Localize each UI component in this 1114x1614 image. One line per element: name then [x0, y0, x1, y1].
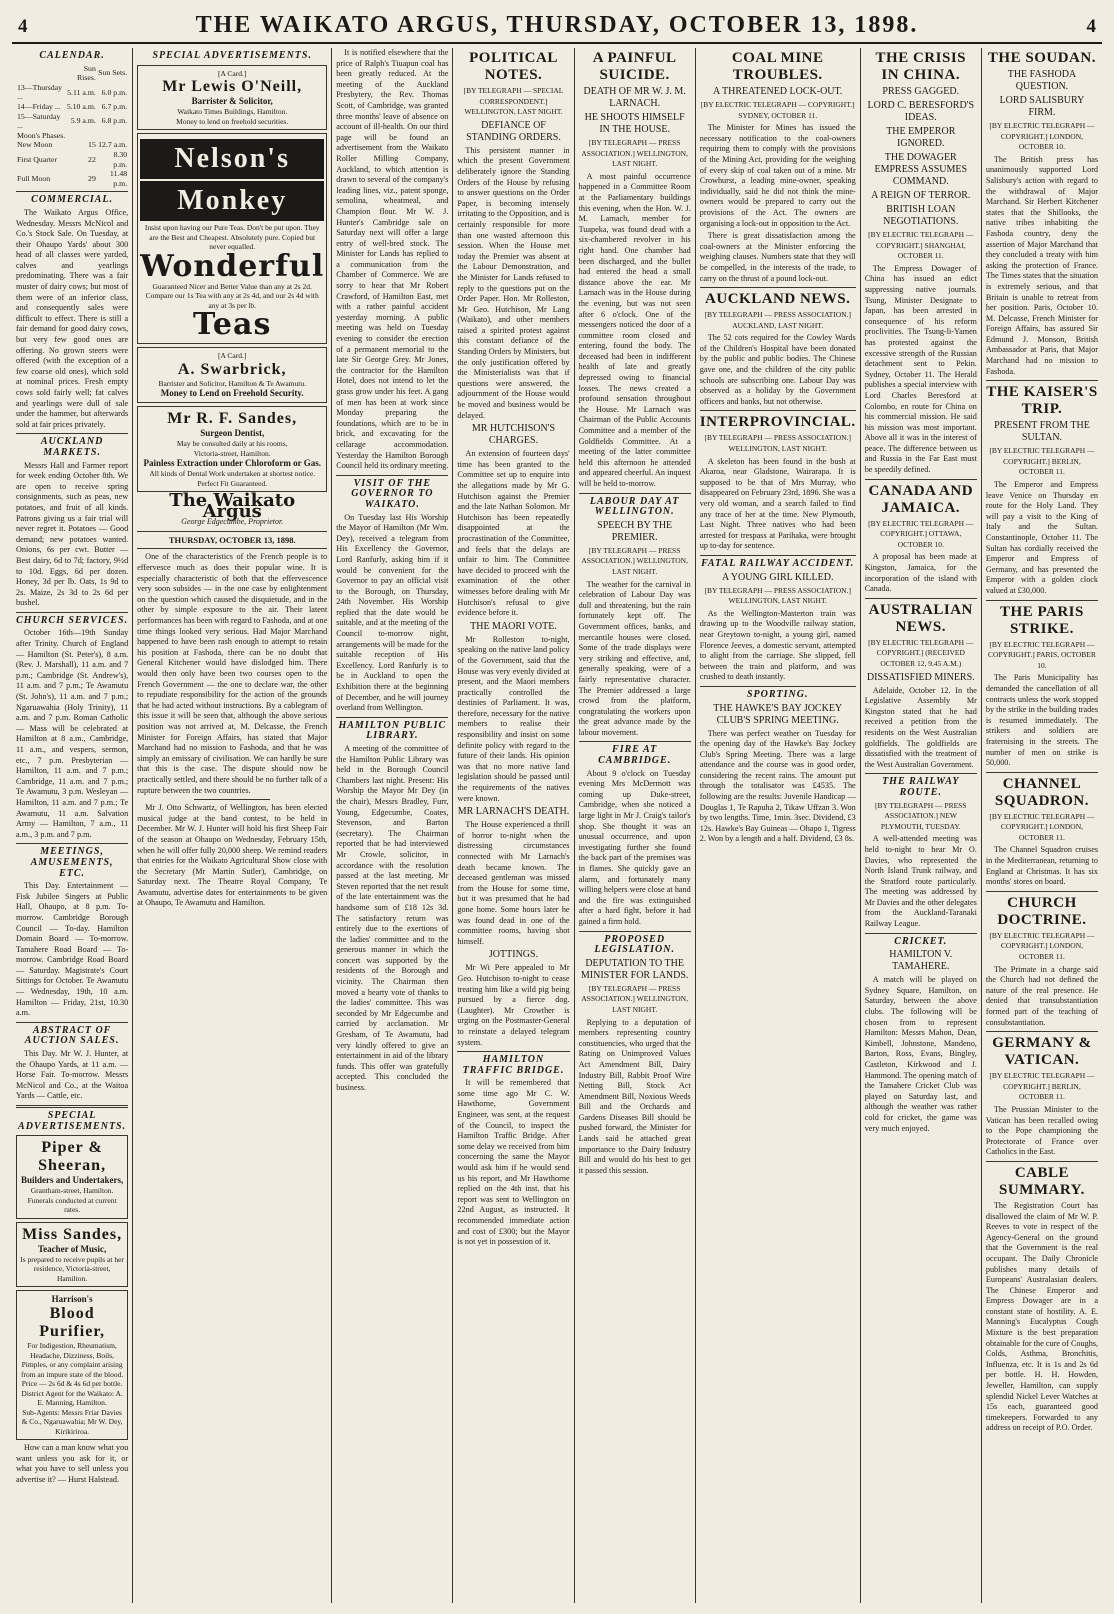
interprovincial-text: A skeleton has been found in the bush at Akaroa, near Gladstone, Wairarapa. It is supposed to be that of Mrs Murray, who disappeared on February 23rd, 1896. She was a very old woman, and a search failed to find any trace of her at the time. New Plymouth, Last Night. Three natives who had been arrested for trespass at Parihaka, were brought up to-day for sentence.	[699, 456, 856, 551]
special-ads-heading: SPECIAL ADVERTISEMENTS.	[152, 50, 312, 61]
moon-phase: First Quarter	[17, 154, 58, 164]
divider	[194, 799, 270, 800]
proposed-legislation-heading: PROPOSED LEGISLATION.	[594, 933, 675, 956]
library-text: A meeting of the committee of the Hamilton Public Library was held in the Borough Council Chambers last night. Present: His Worship the Mayor Mr Dey (in the chair), Messrs Bradley, Furr, Young, Edgecumbe, Coates, Stevenson, and Barton (secretary). The Chairman reported that he had interviewed Mr Crowle, solicitor, in accordance with the resolution passed at the last meeting. Mr Steven reported that the net result of the late entertainment was the handsome sum of £18 12s 3d. The satisfactory return was entirely due to the exertions of the ladies' committee and to the generous manner in which the concert was supported by the residents of the Borough and vicinity. The Chairman then moved a hearty vote of thanks to the ladies' committee. This was seconded by Mr Edgecumbe and carried by acclamation. Mr Gresham, of Te Awamutu, had very kindly offered to give an entertainment in aid of the library funds. This offer was gratefully accepted. This concluded the business.	[336, 744, 449, 1092]
card-label: [A Card.]	[218, 68, 247, 78]
suicide-subheading-2: HE SHOOTS HIMSELF IN THE HOUSE.	[584, 112, 685, 135]
calendar-sunset: 6.0 p.m.	[101, 87, 128, 97]
divider	[986, 1031, 1098, 1032]
australian-news-subheading: DISSATISFIED MINERS.	[866, 671, 975, 683]
issue-date: THURSDAY, OCTOBER 13, 1898.	[168, 534, 296, 545]
railway-accident-heading: FATAL RAILWAY ACCIDENT.	[701, 557, 855, 569]
divider	[700, 555, 856, 556]
divider	[986, 891, 1098, 892]
moon-phase: New Moon	[17, 140, 53, 150]
channel-squadron-dateline: [BY ELECTRIC TELEGRAPH — COPYRIGHT.] LONDON, OCTOBER 11.	[989, 811, 1095, 842]
column-4	[453, 48, 574, 1603]
political-text: This persistent manner in which the present Government deliberately ignore the Standing Orders of the House by refusing to answer questions on the Order Paper, is becoming intensely irritating to the Opposition, and is certainly responsible for more than one wasted afternoon this session. When the House met today the Premier was absent at the Labour Demonstration, and the Minister for Lands refused to reply to the questions put on the Order Paper. Hon. Mr Rolleston, Mr Geo. Hutchison, Mr Lang (Waikato), and other members raised a spirited protest against this constant defiance of the Standing Orders by Ministers, but the only justification offered by the Ministerialists was that if questions were answered, the adjournment of the House would be moved and business would be delayed.	[457, 145, 570, 420]
column-1	[12, 48, 133, 1603]
railway-accident-subheading: A YOUNG GIRL KILLED.	[721, 571, 834, 583]
moon-heading: Moon's Phases.	[17, 130, 66, 140]
ad-sandes-text: Is prepared to receive pupils at her residence, Victoria-street, Hamilton.	[20, 1254, 124, 1283]
china-crisis-sub-1: PRESS GAGGED.	[882, 86, 960, 97]
soudan-heading: THE SOUDAN.	[987, 50, 1096, 66]
political-notes-heading: POLITICAL NOTES.	[469, 50, 558, 83]
traffic-bridge-text: It will be remembered that some time ago Mr C. W. Hawthorne, Government Engineer, was sent, at the request of the Council, to inspect the Hamilton Traffic Bridge. After some delay we received from him concerning the same the Mayor would ask him if he would send us his report, and Mr Hawthorne replied on the 4th inst. that his report was sent to Wellington on 22nd August, as instructed. It recommended immediate action and cost of £300; but the Mayor is not yet in possession of it.	[457, 1078, 570, 1247]
australian-news-heading: AUSTRALIAN NEWS.	[868, 601, 973, 635]
meetings-heading: MEETINGS, AMUSEMENTS, ETC.	[30, 846, 114, 879]
china-crisis-heading: THE CRISIS IN CHINA.	[875, 50, 966, 83]
page-number-left: 4	[18, 16, 28, 37]
commercial-heading: COMMERCIAL.	[31, 194, 114, 206]
jottings-heading: JOTTINGS.	[488, 949, 539, 961]
jottings-text: Mr Wi Pere appealed to Mr Geo. Hutchison to-night to cease treating him like a wild pig being pursued by a fierce dog. (Laughter). Mr Crowther is urging on the Postmaster-General to reinstate a delayed telegram system.	[457, 963, 570, 1047]
china-crisis-sub-2: LORD C. BERESFORD'S IDEAS.	[867, 100, 975, 123]
railway-route-heading: THE RAILWAY ROUTE.	[882, 776, 960, 798]
coal-mine-heading: COAL MINE TROUBLES.	[731, 50, 824, 83]
ad-rfsandes-consult: May be consulted daily at his rooms,	[176, 439, 288, 449]
soudan-dateline: [BY ELECTRIC TELEGRAPH — COPYRIGHT.] LONDON, OCTOBER 10.	[989, 121, 1095, 152]
ad-piper-sheeran	[16, 1135, 128, 1219]
divider	[579, 493, 691, 494]
divider	[16, 1105, 128, 1108]
local-notes: Mr J. Otto Schwartz, of Wellington, has been elected musical judge at the band contest, to be held in December. Mr W. J. Hunter will hold his first Sheep Fair of the season at Ohaupo on Wednesday, February 15th, when he will offer fully 20,000 sheep. We remind readers that entries for the Waikato Agricultural Show close with the Secretary (Mr Martin Sutler), Cambridge, on Saturday next. The Theatre Royal Company, Te Awamutu, advertise dates for entertainments to be given at Ohaupo, Te Awamutu and Hamilton.	[137, 803, 328, 908]
labour-day-text: The weather for the carnival in celebration of Labour Day was dull and threatening, but the rain fortunately kept off. The Government offices, banks, and mercantile houses were closed. Some of the trade displays were very striking and effective, and, generally speaking, were of a fairly representative character. The Premier addressed a large crowd from the platform, congratulating the workers upon the great advance made by the labour movement.	[578, 579, 691, 737]
card-label: [A Card.]	[218, 351, 247, 361]
moon-row	[16, 140, 128, 150]
labour-day-heading: LABOUR DAY AT WELLINGTON.	[589, 495, 680, 518]
divider	[16, 433, 128, 434]
local-notices: It is notified elsewhere that the price of Ralph's Tiuapun coal has been greatly reduced. At the meeting of the Auckland Presbytery, the Rev. Thomas Scott, of Cambridge, was granted three months' leave of absence on account of ill-health. On our third page will be found an advertisement from the Waikato Roller Milling Company, Auckland, to which attention is drawn to several of the company's leading lines, viz., patent sponge, semolina, wheatmeal, and Champion flour. Mr W. J. Hunter's Cambridge sale on Saturday next will offer a large entry of well-bred stock. The Minister for Lands has replied to a communication from the Chamber of Commerce. We are sorry to hear that Mr Robert Crawford, of Hamilton East, met with a rather painful accident yesterday morning. A public meeting was held on Tuesday evening to consider the erection of a permanent memorial to the late Sir George Grey. Mr Jones, the contractor for the Hamilton Hotel, does not intend to let the grass grow under his feet. A gang of men has been at work since Monday preparing the foundations, which are to be in brick, and excavating for the cellarage accommodation. Yesterday the Hamilton Borough Council held its ordinary meeting.	[336, 48, 449, 471]
proposed-legislation-text: Replying to a deputation of members representing country constituencies, who urged that the Rating on Unimproved Values Act Amendment Bill, Dairy Industry Bill, Rabbit Proof Wire Netting Bill, Stock Act Amendment Bill, Noxious Weeds Bill and the Orchards and Gardens Diseases Bill should be pushed forward, the Minister for Lands said he attached great importance to the Dairy Industry Bill and would do his best to get it passed this session.	[578, 1017, 691, 1175]
political-subheading: DEFIANCE OF STANDING ORDERS.	[466, 119, 561, 143]
governor-visit-heading: VISIT OF THE GOVERNOR TO WAIKATO.	[351, 477, 434, 510]
divider	[986, 1161, 1098, 1162]
ad-harrison-for: For Indigestion, Rheumatism, Headache, Dizziness, Boils, Pimples, or any complaint arising from an impure state of the blood.	[20, 1341, 124, 1379]
china-crisis-sub-5: A REIGN OF TERROR.	[871, 190, 971, 201]
cable-summary-heading: CABLE SUMMARY.	[999, 1164, 1085, 1198]
coal-mine-text-2: There is great dissatisfaction among the coal-owners at the Minister enforcing the weighing clauses. Numbers state that they will be compelled, in the interests of the trade, to carry on the thrust of a pound lock-out.	[699, 231, 856, 283]
ad-rfsandes-address: Victoria-street, Hamilton.	[193, 448, 271, 458]
canada-jamaica-text: A proposal has been made at Kingston, Jamaica, for the incorporation of the island with Canada.	[864, 552, 977, 594]
cricket-heading: CRICKET.	[894, 935, 948, 947]
ad-piper-note: Funerals conducted at current rates.	[27, 1195, 117, 1215]
calendar-row	[16, 102, 128, 112]
column-8	[982, 48, 1102, 1603]
masthead	[12, 8, 1102, 44]
divider	[865, 598, 977, 599]
australian-news-text: Adelaide, October 12. In the Legislative Assembly Mr Kingston stated that he had received a petition from the residents on the West Australian goldfields. The goldfields are dissatisfied with the treatment of the West Australian Government.	[864, 685, 977, 769]
suicide-heading: A PAINFUL SUICIDE.	[592, 50, 677, 83]
church-doctrine-heading: CHURCH DOCTRINE.	[997, 894, 1087, 928]
larnach-death-text: The House experienced a thrill of horror to-night when the distressing circumstances connected with Mr Larnach's death became known. The deceased gentleman was missed from the House for some time, but it was presumed that he had gone home. Some hours later he was found dead in one of the committee rooms, having shot himself.	[457, 820, 570, 946]
hutchison-heading: MR HUTCHISON'S CHARGES.	[471, 423, 556, 447]
larnach-death-heading: MR LARNACH'S DEATH.	[457, 806, 570, 818]
divider	[865, 479, 977, 480]
ad-harrison-agent: District Agent for the Waikato: A. E. Manning, Hamilton.	[21, 1388, 123, 1408]
abstract-auction-text: This Day. Mr W. J. Hunter, at the Ohaupo Yards, at 11 a.m. — Horse Fair. To-morrow. Messrs McNicol and Co., at the Waitoa Yards — Cattle, etc.	[16, 1049, 129, 1101]
divider	[336, 475, 448, 476]
suicide-dateline: [BY TELEGRAPH — PRESS ASSOCIATION.] WELLINGTON, LAST NIGHT.	[581, 138, 688, 169]
interprovincial-dateline: [BY TELEGRAPH — PRESS ASSOCIATION.] WELLINGTON, LAST NIGHT.	[704, 433, 851, 454]
ad-harrison-price: Price — 2s 6d & 4s 6d per bottle.	[21, 1379, 123, 1389]
suicide-subheading: DEATH OF MR W. J. M. LARNACH.	[583, 86, 686, 109]
divider	[137, 548, 327, 549]
political-dateline: [BY TELEGRAPH — SPECIAL CORRESPONDENT.] WELLINGTON, LAST NIGHT.	[463, 86, 564, 117]
coal-mine-text: The Minister for Mines has issued the necessary notification to the coal-owners requiring them to comply with the provisions of the Mining Act, providing for the weighing of every skip of coal taken out of a mine. Mr Crowhurst, a leading mine-owner, speaking individually, said he did not think the mine-owners would be prepared to carry out the provisions of the Act. The owners are organising a lock-out in opposition to the Act.	[699, 123, 856, 228]
ad-oneill-note: Money to lend on freehold securities.	[176, 116, 289, 126]
calendar-sunrise: 5.10 a.m.	[66, 101, 96, 111]
moon-day: 15	[88, 140, 96, 150]
divider	[986, 600, 1098, 601]
calendar-col-head: Sun Rises.	[76, 63, 96, 83]
calendar-sunrise: 5.11 a.m.	[67, 87, 96, 97]
ad-rfsandes-fit: Perfect Fit Guaranteed.	[197, 478, 268, 488]
columns	[12, 48, 1102, 1603]
auckland-news-dateline: [BY TELEGRAPH — PRESS ASSOCIATION.] AUCKLAND, LAST NIGHT.	[704, 310, 851, 330]
channel-squadron-heading: CHANNEL SQUADRON.	[994, 775, 1089, 809]
divider	[16, 612, 128, 613]
ad-rfsandes-work: All kinds of Dental Work undertaken at shortest notice.	[149, 469, 316, 479]
column-5	[575, 48, 696, 1603]
moon-phase: Full Moon	[17, 173, 51, 183]
auckland-news-text: The 52 cots required for the Cowley Wards of the Children's Hospital have been donated by the public and public bodies. The Chinese gave one, and the children of the city public schools are subscribing one. Labour Day was observed as a holiday by the Government officers and banks, but not otherwise.	[699, 333, 856, 406]
divider	[700, 287, 856, 288]
coal-mine-subheading: A THREATENED LOCK-OUT.	[713, 86, 843, 97]
ad-harrison-product: Blood Purifier,	[39, 1305, 105, 1341]
ad-nelsons-insist: Insist upon having our Pure Teas. Don't be put upon. They are the Best and Cheapest. Absolutely pure. Copied but never equalled.	[144, 223, 320, 252]
soudan-sub-1: THE FASHODA QUESTION.	[1007, 69, 1077, 92]
maori-vote-heading: THE MAORI VOTE.	[470, 620, 557, 632]
germany-vatican-dateline: [BY ELECTRIC TELEGRAPH — COPYRIGHT.] BERLIN, OCTOBER 11.	[989, 1071, 1095, 1102]
china-crisis-text: The Empress Dowager of China has issued an edict suppressing native journals. Tsung, Minister Designate to Japan, has been arrested in consequence of his reform proclivities. The Tsung-li-Yamen has protested against the excessive strength of the Russian detachment sent to Pekin. Sydney, October 11. The Herald publishes a special interview with Lord Charles Beresford at Colombo, en route for China on his commercial mission. He said his mission was most important. Above all it was in the interest of peace. The difference between us and Russia in the Far East must be speedily defined.	[864, 263, 977, 475]
column-6	[696, 48, 861, 1603]
traffic-bridge-heading: HAMILTON TRAFFIC BRIDGE.	[462, 1054, 565, 1076]
canada-jamaica-dateline: [BY ELECTRIC TELEGRAPH — COPYRIGHT.] OTTAWA, OCTOBER 10.	[868, 518, 974, 549]
sporting-subheading: THE HAWKE'S BAY JOCKEY CLUB'S SPRING MEETING.	[713, 702, 843, 726]
moon-row	[16, 150, 128, 169]
page-number-right: 4	[1086, 16, 1096, 37]
church-doctrine-text: The Primate in a charge said the Church had not defined the nature of the real presence. He denied that transubstantiation formed part of the teaching of consubstantiation.	[985, 964, 1099, 1027]
ad-harrison-subagents: Sub-Agents: Messrs Friar Davies & Co., Ngaruawahia; Mr W. Dey, Kirikiriroa.	[21, 1407, 123, 1436]
moon-time: 8.30 p.m.	[113, 149, 128, 169]
auckland-news-heading: AUCKLAND NEWS.	[705, 291, 851, 308]
paris-strike-dateline: [BY ELECTRIC TELEGRAPH — COPYRIGHT.] PARIS, OCTOBER 10.	[988, 639, 1096, 670]
sporting-text: There was perfect weather on Tuesday for the opening day of the Hawke's Bay Jockey Club's Spring Meeting. There was a large attendance and the course was in good order, considering the recent rains. The amount put through the totalisator was £4535. The following are the results: Juvenile Handicap — Douglas 1, Te Rapuha 2, Tikaw Uffzan 3. Won by two lengths. Time, 1min. 3sec. Dividend, £3 12s. Hawke's Bay Guineas — Ohapo 1, Tigress 2. Won by a length and a half. Dividend, £3 8s.	[699, 728, 856, 844]
calendar-day: 13—Thursday ...	[17, 82, 63, 102]
suicide-text: A most painful occurrence happened in a Committee Room at the Parliamentary buildings this evening, when the Hon. W. J. M. Larnach, member for Tuapeka, was found dead with a six-chambered revolver in his right hand. One chamber had been discharged, and the bullet had entered the head a small distance above the ear. Mr Larnach was in the House during the evening, but was not seen after 6 o'clock. One of the messengers noticed the door of a committee room closed and entering, found the body. The deceased had been in indifferent health of late and greatly depressed owing to financial losses. The news created a profound sensation throughout the House. Mr Larnach was Chairman of the Public Accounts Committee and a member of the Goldfields Committee. At a meeting of the latter committee held this afternoon he attended and appeared cheerful. An inquest will be held to-morrow.	[578, 171, 691, 488]
divider	[865, 773, 977, 774]
column-3	[332, 48, 453, 1603]
ad-piper-name: Piper & Sheeran,	[38, 1139, 107, 1175]
calendar-row	[16, 83, 128, 102]
fire-text: About 9 o'clock on Tuesday evening Mrs McDermott was coming up Duke-street, Cambridge, when she noticed a large light in Mr J. Craig's tailor's shop. She thought it was an unusual occurrence, and upon investigating further she found the back part of the premises was in flames. She quickly gave an alarm, and fortunately many willing helpers were close at hand and the fire was extinguished after a hard fight, before it had gained a firm hold.	[578, 768, 691, 926]
ad-oneill-name: Mr Lewis O'Neill,	[162, 78, 303, 96]
canada-jamaica-heading: CANADA AND JAMAICA.	[868, 482, 974, 516]
labour-day-dateline: [BY TELEGRAPH — PRESS ASSOCIATION.] WELLINGTON, LAST NIGHT.	[581, 545, 688, 576]
divider	[986, 772, 1098, 773]
labour-day-subheading: SPEECH BY THE PREMIER.	[597, 519, 673, 543]
ad-oneill-address: Waikato Times Buildings, Hamilton.	[177, 107, 288, 117]
paris-strike-heading: THE PARIS STRIKE.	[1000, 603, 1084, 637]
china-crisis-sub-6: BRITISH LOAN NEGOTIATIONS.	[883, 204, 959, 227]
china-crisis-sub-3: THE EMPEROR IGNORED.	[886, 126, 956, 149]
divider	[16, 843, 128, 844]
special-ads-heading: SPECIAL ADVERTISEMENTS.	[18, 1110, 127, 1132]
moon-time: 12.7 a.m.	[98, 140, 128, 150]
kaiser-heading: THE KAISER'S TRIP.	[986, 384, 1098, 418]
proprietor-line: George Edgecumbe, Proprietor.	[181, 517, 284, 527]
calendar-day: 15—Saturday ...	[17, 111, 61, 131]
ad-piper-trade: Builders and Undertakers,	[20, 1175, 124, 1186]
proposed-legislation-subheading: DEPUTATION TO THE MINISTER FOR LANDS.	[580, 957, 689, 981]
kaiser-text: The Emperor and Empress leave Venice on Thursday en route for the Holy Land. They will pay a visit to the King of Italy and the Sultan. Constantinople, October 11. The Sultan has cordially received the Emperor and Empress of Germany, and has presented the Emperor with a golden clock valued at £30,000.	[985, 480, 1099, 595]
coal-mine-dateline: [BY ELECTRIC TELEGRAPH — COPYRIGHT.] SYDNEY, OCTOBER 11.	[700, 100, 855, 120]
divider	[336, 717, 448, 718]
calendar-sunset: 6.7 p.m.	[101, 101, 128, 111]
ad-miss-sandes	[16, 1222, 128, 1288]
ad-swarbrick-title: Barrister and Solicitor, Hamilton & Te Awamutu.	[158, 378, 306, 388]
calendar-heading: CALENDAR.	[39, 50, 105, 61]
cable-summary-text: The Registration Court has disallowed the claim of Mr W. P. Reeves to vote in respect of the Agency-General on the ground that the Government is the real occupant. The Daily Chronicle publishes many details of Europeans' Australasian dealers. The Chinese Emperor and Empress Dowager are in a constant state of hostility. A. E. Manning's Eucalyptus Cough Mixture is the best preparation obtainable for the cure of Coughs, Colds, Asthma, Bronchitis, Influenza, etc. It is 1s and 2s 6d per bottle. H. H. Howden, Jeweller, Hamilton, can supply splendid Nickel Lever Watches at 15s each, guaranteed good timekeepers. Forwarded to any address on receipt of P.O. Order.	[985, 1200, 1099, 1433]
ad-nelsons-line1: Nelson's	[140, 139, 324, 179]
ad-rf-sandes	[137, 406, 327, 492]
leader-article: One of the characteristics of the French people is to effervesce much as does their popular wine. It is especially characteristic of both that the effervescence very soon subsides — in the one case by enlightenment on the question which caused the disquietude, and in the other by simple exposure to the air. Their latent performances has been with regard to Fashoda, and at one time things looked very serious. Had Major Marchand happened to have been rash enough to attempt to retain his position at Fashoda, there can be no doubt that General Kitchener would have dislodged him. There would then only have been two courses open to the French Government — the one to declare war, the other to repudiate responsibility for the action of the grounds that he had acted without instructions. By a cablegram of this issue it will be seen that, although the above serious position was not arrived at, M. Delcasse, the French Minister for Foreign Affairs, has stated that Major Marchand had no mission to Fashoda, and that he was simply an emissary of civilisation. We can hardly be sure that this is the case. The dispute should now be practically settled, and there should be no further talk of a rupture between the two countries.	[137, 552, 328, 795]
maori-vote-text: Mr Rolleston to-night, speaking on the native land policy of the Government, said that the House was very evenly divided at present, and the Maori members practically controlled the destinies of Parliament. It was, therefore, necessary for the native members to realise their responsibility and insist on some definite policy with regard to the future of their lands. His opinion was that no more native land legislation should be passed until the requirements of the natives were known.	[457, 634, 570, 803]
auckland-markets-heading: AUCKLAND MARKETS.	[40, 436, 104, 458]
germany-vatican-text: The Prussian Minister to the Vatican has been recalled owing to the Pope championing the Protectorate of France over Catholics in the East.	[985, 1104, 1099, 1157]
china-crisis-dateline: [BY ELECTRIC TELEGRAPH — COPYRIGHT.] SHANGHAI, OCTOBER 11.	[868, 230, 974, 261]
divider	[457, 1051, 569, 1052]
fire-heading: FIRE AT CAMBRIDGE.	[598, 744, 672, 767]
paris-strike-text: The Paris Municipality has demanded the cancellation of all contracts unless the work stopped by the strike in the building trades is resumed immediately. The strikers and soldiers are fraternising in the streets. The number of men on strike is 50,000.	[985, 673, 1099, 768]
ad-swarbrick-name: A. Swarbrick,	[177, 360, 287, 378]
ad-nelsons-teas	[137, 133, 327, 344]
ad-swarbrick-note: Money to Lend on Freehold Security.	[160, 388, 304, 399]
calendar-sunset: 6.8 p.m.	[101, 116, 128, 126]
germany-vatican-heading: GERMANY & VATICAN.	[992, 1035, 1092, 1069]
ad-harrison-title: Harrison's	[51, 1294, 93, 1305]
ad-nelsons-line2: Monkey	[140, 181, 324, 221]
china-crisis-sub-4: THE DOWAGER EMPRESS ASSUMES COMMAND.	[874, 152, 968, 187]
railway-accident-text: As the Wellington-Masterton train was drawing up to the Woodville railway station, near Greytown to-night, a young girl, named Florence Jeeves, a domestic servant, attempted to alight from the carriage. She slipped, fell between the train and platform, and was crushed to death instantly.	[699, 608, 856, 682]
ad-nelsons-teas: Teas	[193, 307, 272, 343]
ad-rfsandes-title: Surgeon Dentist,	[200, 428, 265, 439]
ad-rfsandes-name: Mr R. F. Sandes,	[167, 410, 298, 428]
proposed-legislation-dateline: [BY TELEGRAPH — PRESS ASSOCIATION.] WELLINGTON, LAST NIGHT.	[581, 983, 688, 1014]
auckland-markets-text: Messrs Hall and Farmer report for week ending October 8th. We are open to receive spring consignments, such as peas, new potatoes, and fruit of all kinds. Patrons giving us a fair trial will never regret it. Potatoes — Good demand; new potatoes wanted. Onions, 6s per cwt. Butter — Best dairy, 6d to 7d; factory, 9½d to 10d. Eggs, 6d per dozen. Honey, 3d per lb. Oats, 1s 9d to 2s. Maize, 2s 3d to 2s 6d per bushel.	[16, 460, 129, 608]
cricket-text: A match will be played on Sydney Square, Hamilton, on Saturday, between the above clubs. The following will be chosen from to represent Hamilton: Messrs Mahon, Dean, Kimbell, Johnstone, Mandeno, Barton, Ross, Evans, Bingley, Castleton, Kirkwood and J. Hammond. The opening match of the Tamahere Cricket Club was played on Saturday last, and although the weather was rather cold for cricket, the game was very much enjoyed.	[864, 975, 977, 1133]
meetings-text: This Day. Entertainment — Fisk Jubilee Singers at Public Hall, Ohaupo, at 8 p.m. To-morrow. Cambridge Borough Council — To-day. Hamilton Domain Board — To-morrow. Tamahere Road Board — To-morrow. Cambridge Road Board — Saturday. Magistrate's Court Sittings for October. Te Awamutu — Wednesday, 19th, 10 a.m. Hamilton — Friday, 21st, 10.30 a.m.	[16, 881, 129, 1018]
channel-squadron-text: The Channel Squadron cruises in the Mediterranean, returning to England at Christmas. It has six months' stores on board.	[985, 845, 1099, 887]
library-heading: HAMILTON PUBLIC LIBRARY.	[338, 719, 447, 742]
commercial-text: The Waikato Argus Office, Wednesday. Messrs McNicol and Co.'s Stock Sale. On Tuesday, at their Ohaupo Yards' about 300 head of all classes were yarded, calves and yearlings predominating. There was a fair muster of dairy cows; but most of them were of an inferior class, and consequently sales were difficult to effect. There is still a fair demand for good dairy cows, but very few good ones are offering. No grown steers were offered (with the exception of a few coarse old ones), which sold at nominal prices. Fresh empty cows sold fairly well; fat calves and yearlings were dull of sale under the hammer, but afterwards sold at fair prices privately.	[16, 207, 129, 429]
church-services-text: October 16th—19th Sunday after Trinity. Church of England — Hamilton (St. Peter's), 8 a.m. (Rev. J. Marshall), 11 a.m. and 7 p.m.; Cambridge (St. Andrew's), 11 a.m. and 7 p.m.; Te Awamutu (St. John's), 11 a.m. and 7 p.m.; Ngaruawahia (Holy Trinity), 11 a.m. and 7 p.m. Roman Catholic — Mass will be celebrated at Hamilton at 8 a.m., Cambridge, 11 a.m., and vespers, sermon, etc., 7 p.m. Presbyterian — Hamilton, 11 a.m. and 7 p.m.; Cambridge, 11 a.m. and 7 p.m.; Te Awamutu, 3 p.m. Wesleyan — Hamilton, 11 a.m. and 7 p.m.; Te Awamutu, 11 a.m. Salvation Army — Hamilton, 7 a.m., 11 a.m., 3 p.m. and 7 p.m.	[16, 628, 129, 839]
calendar-sunrise: 5.9 a.m.	[70, 116, 96, 126]
calendar-row	[16, 112, 128, 131]
cricket-subheading: HAMILTON V. TAMAHERE.	[889, 949, 953, 973]
abstract-auction-heading: ABSTRACT OF AUCTION SALES.	[24, 1024, 120, 1047]
kaiser-subheading: PRESENT FROM THE SULTAN.	[994, 420, 1090, 444]
railway-route-text: A well-attended meeting was held to-night to hear Mr O. Davies, who represented the North Island Trunk railway, and the Stratford route particularly. The meeting was addressed by Mr Davies and the other delegates from the Auckland-Taranaki Railway League.	[864, 834, 977, 929]
ad-nelsons-wonderful: Wonderful	[140, 248, 325, 284]
moon-day: 29	[88, 173, 96, 183]
ad-nelsons-guarantee: Guaranteed Nicer and Better Value than any at 2s 2d. Compare our 1s Tea with any at 2s 4d, and our 2s 4d with any at 3s per lb.	[145, 281, 319, 310]
calendar-table	[16, 64, 128, 189]
divider	[700, 410, 856, 411]
sporting-heading: SPORTING.	[746, 688, 809, 700]
kaiser-dateline: [BY ELECTRIC TELEGRAPH — COPYRIGHT.] BERLIN, OCTOBER 11.	[989, 446, 1095, 477]
ad-sandes-name: Miss Sandes,	[22, 1225, 123, 1243]
divider	[16, 1022, 128, 1023]
ad-swarbrick	[137, 347, 327, 403]
moon-day: 22	[88, 154, 96, 164]
interprovincial-heading: INTERPROVINCIAL.	[699, 414, 856, 431]
railway-route-dateline: [BY TELEGRAPH — PRESS ASSOCIATION.] NEW PLYMOUTH, TUESDAY.	[875, 800, 967, 831]
australian-news-dateline: [BY ELECTRIC TELEGRAPH — COPYRIGHT.] (RECEIVED OCTOBER 12, 9.45 A.M.)	[868, 637, 974, 668]
hutchison-text: An extension of fourteen days' time has been granted to the Committee set up to enquire into the allegations made by Mr G. Hutchison against the Premier and the late Nathan Solomon. Mr Hutchison has been repeatedly disappointed at the procrastination of the Committee, and feels that the delays are unfair to him. The Committee have decided to proceed with the examination of the other witnesses before dealing with Mr Hutchison's refusal to give evidence before it.	[457, 449, 570, 618]
church-services-heading: CHURCH SERVICES.	[16, 614, 129, 626]
divider	[579, 931, 691, 932]
ad-rfsandes-note: Painless Extraction under Chloroform or Gas.	[143, 458, 321, 469]
moon-time: 11.48 p.m.	[109, 169, 128, 188]
ad-oneill-title: Barrister & Solicitor,	[191, 96, 273, 107]
closing-note: How can a man know what you want unless you ask for it, or what you have to sell unless you advertise it? — Hurst Halstead.	[16, 1443, 129, 1484]
divider	[986, 380, 1098, 381]
column-7	[861, 48, 982, 1603]
divider	[579, 741, 691, 742]
ad-lewis-oneill	[137, 65, 327, 131]
calendar-day: 14—Friday ...	[17, 101, 61, 111]
column-2	[133, 48, 332, 1603]
divider	[16, 191, 128, 192]
divider	[865, 933, 977, 934]
newspaper-title: THE WAIKATO ARGUS, THURSDAY, OCTOBER 13, 1898.	[195, 12, 919, 38]
church-doctrine-dateline: [BY ELECTRIC TELEGRAPH — COPYRIGHT.] LONDON, OCTOBER 11.	[989, 930, 1095, 962]
ad-harrisons	[16, 1290, 128, 1440]
railway-accident-dateline: [BY TELEGRAPH — PRESS ASSOCIATION.] WELLINGTON, LAST NIGHT.	[704, 585, 851, 606]
moon-row	[16, 169, 128, 188]
paper-nameplate: The Waikato Argus	[169, 490, 296, 522]
ad-piper-address: Grantham-street, Hamilton.	[30, 1186, 114, 1196]
calendar-col-head: Sun Sets.	[98, 68, 128, 78]
divider	[700, 686, 856, 687]
governor-visit-text: On Tuesday last His Worship the Mayor of Hamilton (Mr Wm. Dey), received a telegram from His Excellency the Governor, Lord Ranfurly, asking him if it would be convenient for the Governor to pay an official visit to the Borough, on Thursday, 24th November. His Worship replied that the date would be suitable, and at the meeting of the Council to-morrow night, arrangements will be made for the suitable reception of His Excellency. Lord Ranfurly is to be in Auckland to open the Exhibition there at the beginning of December, and he will journey overland from Wellington.	[336, 512, 449, 713]
soudan-sub-2: LORD SALISBURY FIRM.	[999, 95, 1085, 118]
ad-sandes-trade: Teacher of Music,	[37, 1243, 107, 1254]
divider	[137, 531, 327, 532]
soudan-text: The British press has unanimously supported Lord Salisbury's action with regard to the withdrawal of Major Marchand. Sir Herbert Kitchener states that the Shillooks, the native tribes inhabiting the Fashoda country, deny the assertion of Major Marchand that they concluded a treaty with him asking the protection of France. The Times states that the situation is extremely serious, and that Britain is unable to retreat from her position. Paris, October 10. M. Delcasse, French Minister for Foreign Affairs, has assured Sir Edmund J. Monson, British Ambassador at Paris, that Major Marchand had no mission to Fashoda.	[985, 154, 1099, 376]
